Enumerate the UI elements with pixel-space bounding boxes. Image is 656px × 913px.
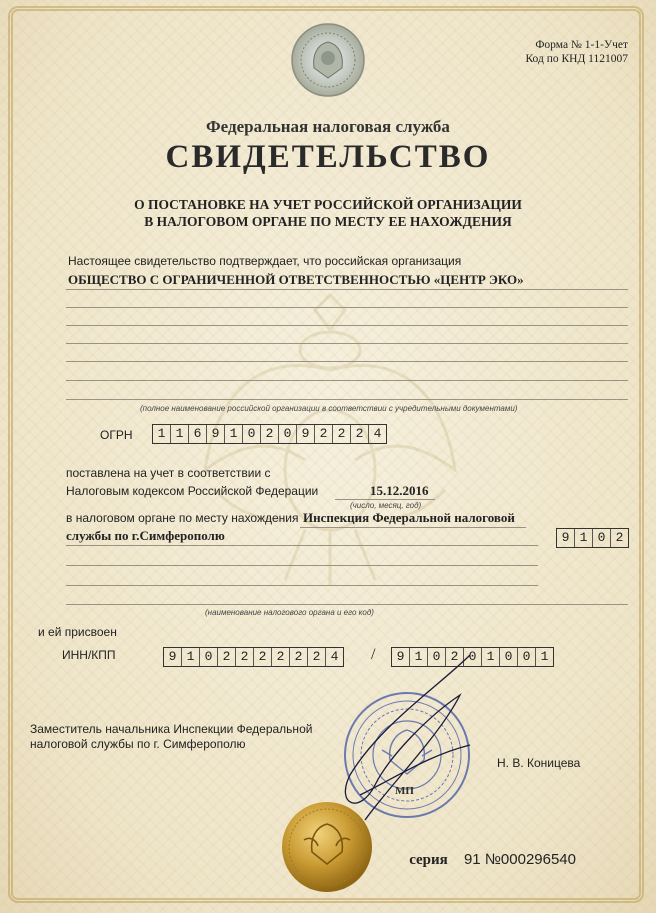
authority-line-3 xyxy=(66,565,538,566)
ogrn-label: ОГРН xyxy=(100,428,133,442)
digit-cell: 2 xyxy=(315,425,333,443)
registration-date: 15.12.2016 xyxy=(370,483,429,498)
inn-digits xyxy=(163,647,344,667)
inn-kpp-separator: / xyxy=(371,646,376,663)
digit-cell: 1 xyxy=(182,648,200,666)
digit-cell: 0 xyxy=(200,648,218,666)
org-line-2 xyxy=(66,307,628,308)
organization-caption: (полное наименование российской организации в соответствии с учредительными документами) xyxy=(140,404,518,413)
serial-value: 91 №000296540 xyxy=(463,851,576,868)
signatory-name: Н. В. Коницева xyxy=(497,756,581,770)
digit-cell: 2 xyxy=(272,648,290,666)
digit-cell: 9 xyxy=(557,529,575,547)
subtitle-line-2: В НАЛОГОВОМ ОРГАНЕ ПО МЕСТУ ЕЕ НАХОЖДЕНИЯ xyxy=(144,214,512,229)
digit-cell: 1 xyxy=(171,425,189,443)
digit-cell: 4 xyxy=(373,426,382,441)
authority-line-1 xyxy=(300,527,526,528)
digit-cell: 2 xyxy=(236,648,254,666)
registration-line-1: поставлена на учет в соответствии с xyxy=(66,466,271,480)
org-line-5 xyxy=(66,361,628,362)
digit-cell: 2 xyxy=(290,648,308,666)
authority-name-part1: Инспекция Федеральной налоговой xyxy=(303,510,515,525)
digit-cell: 2 xyxy=(351,425,369,443)
form-number-block xyxy=(525,38,628,66)
gold-seal-icon xyxy=(280,800,374,894)
serial-number-block xyxy=(409,851,576,869)
date-caption: (число, месяц, год) xyxy=(350,501,422,510)
digit-cell: 2 xyxy=(615,530,624,545)
organization-intro: Настоящее свидетельство подтверждает, что российская организация xyxy=(68,254,462,268)
service-name: Федеральная налоговая служба xyxy=(206,117,450,136)
authority-caption: (наименование налогового органа и его код) xyxy=(205,608,374,617)
digit-cell: 2 xyxy=(218,648,236,666)
digit-cell: 2 xyxy=(261,425,279,443)
digit-cell: 0 xyxy=(464,648,482,666)
authority-prefix: в налоговом органе по месту нахождения xyxy=(66,511,299,525)
subtitle-line-1: О ПОСТАНОВКЕ НА УЧЕТ РОССИЙСКОЙ ОРГАНИЗАЦИИ xyxy=(134,197,522,212)
org-line-6 xyxy=(66,380,628,381)
digit-cell: 1 xyxy=(575,529,593,547)
digit-cell: 2 xyxy=(446,648,464,666)
digit-cell: 2 xyxy=(254,648,272,666)
assigned-label: и ей присвоен xyxy=(38,625,117,639)
digit-cell: 6 xyxy=(189,425,207,443)
document-subtitle xyxy=(0,196,656,230)
digit-cell: 9 xyxy=(392,648,410,666)
registration-line-2: Налоговым кодексом Российской Федерации xyxy=(66,484,319,498)
digit-cell: 2 xyxy=(308,648,326,666)
digit-cell: 4 xyxy=(330,649,339,664)
digit-cell: 0 xyxy=(279,425,297,443)
hologram-emblem-icon xyxy=(290,22,366,98)
inn-kpp-label: ИНН/КПП xyxy=(62,648,116,662)
authority-line-2 xyxy=(66,545,538,546)
digit-cell: 0 xyxy=(428,648,446,666)
stamp-label: МП xyxy=(395,785,414,797)
org-line-3 xyxy=(66,325,628,326)
knd-code: Код по КНД 1121007 xyxy=(525,53,628,65)
document-title: СВИДЕТЕЛЬСТВО xyxy=(165,139,491,175)
org-line-7 xyxy=(66,399,628,400)
date-line xyxy=(335,499,435,500)
ogrn-digits xyxy=(152,424,387,444)
digit-cell: 9 xyxy=(297,425,315,443)
digit-cell: 9 xyxy=(164,648,182,666)
digit-cell: 1 xyxy=(410,648,428,666)
form-number: Форма № 1-1-Учет xyxy=(535,39,628,51)
signatory-position-line-2: налоговой службы по г. Симферополю xyxy=(30,737,246,751)
authority-name-part2: службы по г.Симферополю xyxy=(66,528,225,543)
serial-label: серия xyxy=(409,852,448,868)
digit-cell: 1 xyxy=(153,425,171,443)
digit-cell: 1 xyxy=(482,648,500,666)
digit-cell: 0 xyxy=(518,648,536,666)
digit-cell: 1 xyxy=(540,649,549,664)
organization-name: ОБЩЕСТВО С ОГРАНИЧЕННОЙ ОТВЕТСТВЕННОСТЬЮ «ЦЕНТР ЭКО» xyxy=(68,272,524,287)
org-line-4 xyxy=(66,343,628,344)
digit-cell: 2 xyxy=(333,425,351,443)
signatory-position-line-1: Заместитель начальника Инспекции Федеральной xyxy=(30,722,313,736)
authority-code-digits xyxy=(556,528,629,548)
digit-cell: 0 xyxy=(500,648,518,666)
digit-cell: 9 xyxy=(207,425,225,443)
authority-line-5 xyxy=(66,604,628,605)
kpp-digits xyxy=(391,647,554,667)
digit-cell: 0 xyxy=(243,425,261,443)
org-line-1 xyxy=(66,289,628,290)
authority-line-4 xyxy=(66,585,538,586)
digit-cell: 1 xyxy=(225,425,243,443)
digit-cell: 0 xyxy=(593,529,611,547)
